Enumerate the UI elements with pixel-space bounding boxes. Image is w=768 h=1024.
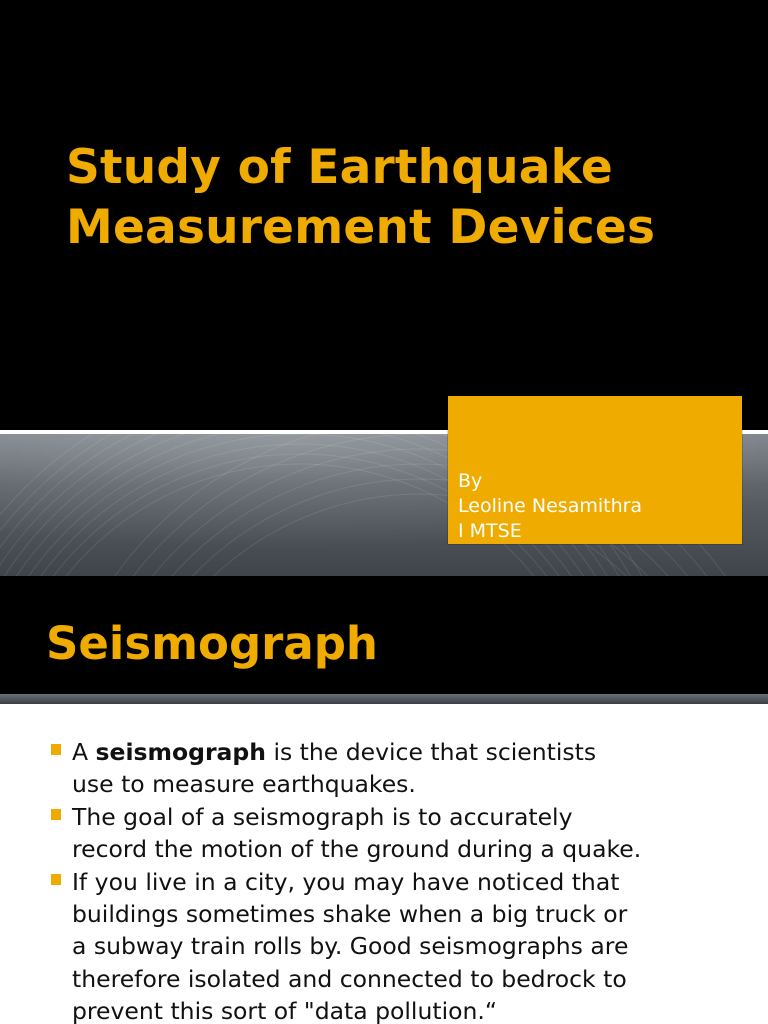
bullet-list — [50, 736, 750, 1024]
bullet-square-icon — [51, 744, 61, 755]
bullet-square-icon — [51, 809, 61, 820]
bullet-3-line-3: a subway train rolls by. Good seismographs are — [72, 932, 629, 961]
bullet-item — [50, 736, 750, 801]
bullet-item — [50, 866, 750, 1024]
bullet-2-line-2: record the motion of the ground during a quake. — [72, 835, 642, 864]
bullet-3-line-5: prevent this sort of "data pollution.“ — [72, 997, 498, 1024]
bullet-item — [50, 801, 750, 866]
bullet-3-line-4: therefore isolated and connected to bedrock to — [72, 964, 627, 993]
bullet-3-line-2: buildings sometimes shake when a big truck or — [72, 900, 628, 929]
bullet-square-icon — [51, 874, 61, 885]
presentation-title — [66, 138, 746, 258]
slide-title: Seismograph — [46, 617, 378, 670]
bullet-3-line-1: If you live in a city, you may have noticed that — [72, 867, 620, 896]
author-name: Leoline Nesamithra — [458, 495, 643, 517]
bullet-1-prefix: A — [72, 738, 96, 766]
author-box — [448, 396, 742, 544]
bullet-1-keyword: seismograph — [95, 738, 266, 766]
bullet-1-line-1: is the device that scientists — [265, 738, 597, 766]
title-line-1: Study of Earthquake — [66, 140, 613, 195]
bullet-1-line-2: use to measure earthquakes. — [72, 770, 416, 799]
author-class: I MTSE — [458, 520, 522, 542]
title-line-2: Measurement Devices — [66, 200, 656, 255]
header-divider — [0, 694, 768, 704]
seismograph-slide-body — [0, 704, 768, 1024]
author-by: By — [458, 470, 483, 492]
bullet-2-line-1: The goal of a seismograph is to accurately — [72, 802, 573, 831]
seismograph-slide-header — [0, 576, 768, 694]
